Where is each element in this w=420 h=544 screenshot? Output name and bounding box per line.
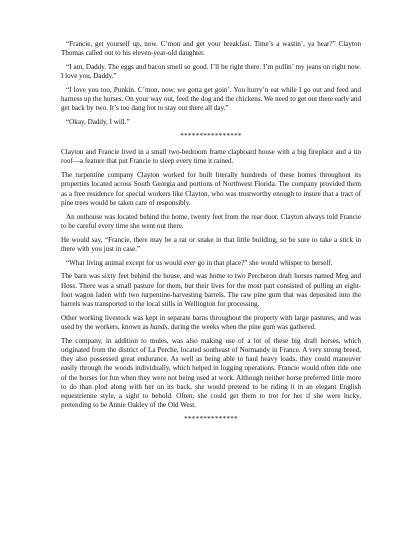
text-run: , during the weeks when the pine gum was gathered. <box>167 323 316 332</box>
emphasis-text: hands <box>150 323 168 332</box>
paragraph: The barn was sixty feet behind the house, and was home to two Percheron draft horses named Meg and Hoss. There was a small pasture for them, but their lives for the most part consisted of pulling an eight-foot wagon laden with two turpentine-harvesting barrels. The raw pine gum that was deposited into the barrels was transported to the local stills in Wellington for processing. <box>61 272 361 309</box>
paragraph: “I am, Daddy. The eggs and bacon smell so good. I’ll be right there. I’m pullin’ my jeans on right now. I love you, Daddy.” <box>61 63 361 81</box>
paragraph: The company, in addition to mules, was also making use of a lot of these big draft horses, which originated from the district of La Perche, located southeast of Normandy in France. A very strong breed, they also possessed great endurance. As well as being able to haul heavy loads, they could maneuver easily through the woods individually, which helped in logging operations. Francie would often ride one of the horses for fun when they were not being used at work. Although neither horse preferred little more to do than plod along with her on its back, she would pretend to be riding it in an elegant English equestrienne style, a sight to behold. Often, she could get them to trot for her if she were lucky, pretending to be Annie Oakley of the Old West. <box>61 336 361 410</box>
emphasis-text: ever <box>183 258 196 267</box>
paragraph: The turpentine company Clayton worked for built literally hundreds of these homes throughout its properties located across South Georgia and portions of Northwest Florida. The company provided them as a free residence for special workers like Clayton, who was trustworthy enough to insure that a tract of pine trees would be taken care of responsibly. <box>61 171 361 207</box>
text-run: go in that place?” she would whisper to herself. <box>195 258 333 267</box>
paragraph: “Okay, Daddy, I will.” <box>66 118 130 127</box>
paragraph-ever <box>61 259 361 268</box>
section-separator: ************** <box>184 415 238 424</box>
paragraph: Clayton and Francie lived in a small two-bedroom frame clapboard house with a big fireplace and a tin roof—a feature that put Francie to sleep every time it rained. <box>61 148 361 166</box>
text-run: Other working livestock was kept in separate barns throughout the property with large pastures, and was used by the workers, known as <box>61 313 361 332</box>
document-page <box>61 40 361 424</box>
text-run: “What living animal except for us would <box>66 258 184 267</box>
paragraph: “Francie, get yourself up, now. C’mon and get your breakfast. Time’s a wastin’, ya hear?” Clayton Thomas called out to his eleven-year-old daughter. <box>61 40 361 58</box>
paragraph: “I love you too, Punkin. C’mon, now, we gotta get goin’. You hurry’n eat while I go out and feed and harness up the horses. On your way out, feed the dog and the chickens. We need to get out there early and get back by two. It’s too dang hot to stay out there all day.” <box>61 86 361 113</box>
paragraph: An outhouse was located behind the home, twenty feet from the rear door. Clayton always told Francie to be careful every time she went out there. <box>61 212 361 230</box>
section-separator: **************** <box>180 132 242 140</box>
paragraph-hands <box>61 314 361 332</box>
paragraph: He would say, “Francie, there may be a rat or snake in that little building, so be sure to take a stick in there with you just in case.” <box>61 235 361 253</box>
